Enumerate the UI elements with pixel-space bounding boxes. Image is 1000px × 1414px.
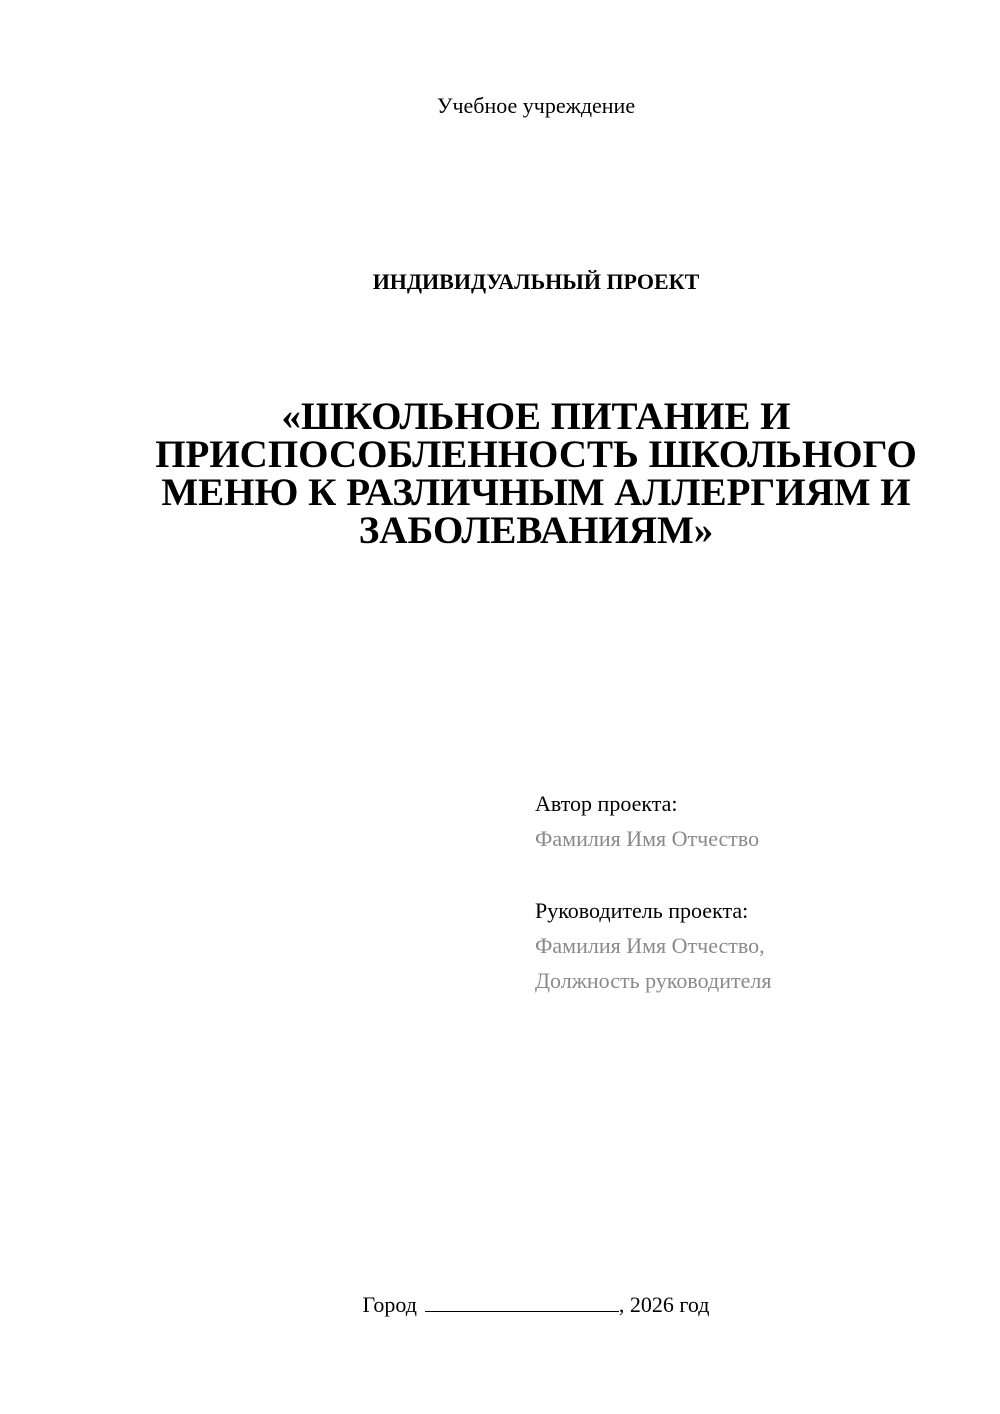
project-title — [100, 395, 972, 552]
project-title-line: ЗАБОЛЕВАНИЯМ» — [358, 509, 714, 552]
supervisor-name-placeholder: Фамилия Имя Отчество, — [535, 933, 765, 958]
project-title-line: ПРИСПОСОБЛЕННОСТЬ ШКОЛЬНОГО — [155, 433, 917, 476]
supervisor-position-placeholder: Должность руководителя — [535, 968, 772, 993]
author-block — [535, 786, 759, 856]
supervisor-label: Руководитель проекта: — [535, 898, 749, 923]
project-type-heading: ИНДИВИДУАЛЬНЫЙ ПРОЕКТ — [372, 269, 700, 294]
author-name-placeholder: Фамилия Имя Отчество — [535, 826, 760, 851]
supervisor-block — [535, 893, 771, 998]
city-label: Город — [362, 1292, 417, 1317]
institution-name: Учебное учреждение — [436, 93, 636, 118]
footer-city-year — [0, 1290, 1000, 1320]
year-text: , 2026 год — [618, 1292, 710, 1317]
city-blank-line — [425, 1293, 619, 1312]
author-label: Автор проекта: — [535, 791, 678, 816]
project-title-line: «ШКОЛЬНОЕ ПИТАНИЕ И — [281, 395, 791, 438]
project-title-line: МЕНЮ К РАЗЛИЧНЫМ АЛЛЕРГИЯМ И — [161, 471, 911, 514]
